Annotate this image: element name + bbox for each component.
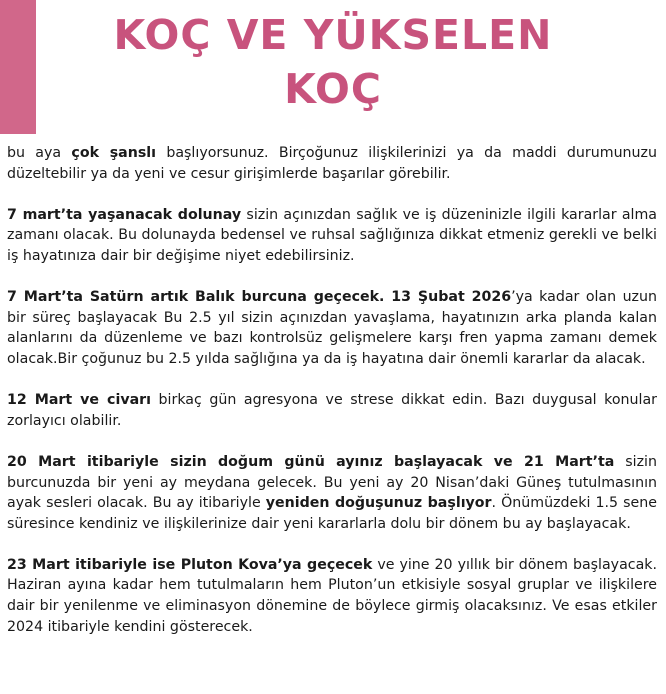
text-segment: sizin açınızdan sağlık ve iş düzeninizle ilgili kararlar alma zamanı olacak. Bu dolunayda bedensel ve ruhsal sağlığınıza dikkat etmeniz gerekli ve belki iş hayatınıza dair bir değişime niyet edebilirsiniz. [7,206,657,264]
text-segment-bold: 23 Mart itibariyle ise Pluton Kova’ya geçecek [7,556,373,573]
page-title-line-1: KOÇ VE YÜKSELEN [113,11,553,59]
paragraph-full-moon [7,205,657,267]
paragraph-march-12 [7,390,657,431]
page-title [0,8,666,116]
text-segment-bold: yeniden doğuşunuz başlıyor [265,495,492,512]
paragraph-birthday-month [7,452,657,534]
text-segment-bold: 7 Mart’ta Satürn artık Balık burcuna geçecek. 13 Şubat 2026 [7,289,512,306]
paragraph-saturn-pisces [7,287,657,369]
text-segment: başlıyorsunuz. Birçoğunuz ilişkilerinizi ya da maddi durumunuzu düzeltebilir ya da yeni ve cesur girişimlerde başarılar görebilir. [7,145,657,182]
text-segment: . Önümüzdeki 1.5 sene süresince kendiniz ve ilişkilerinize dair yeni kararlarla dolu bir dönem bu ay başlayacak. [7,495,657,532]
text-segment: ’ya kadar olan uzun bir süreç başlayacak Bu 2.5 yıl sizin açınızdan yavaşlama, hayatınızın arka planda kalan alanlarını da düzenleme ve bazı kontrolsüz gelişmelere karşı fren yapma zamanı demek olacak.Bir çoğunuz bu 2.5 yılda sağlığına ya da iş hayatına dair önemli kararlar da alacak. [7,289,657,367]
paragraph-pluto-aquarius [7,555,657,637]
text-segment-bold: 12 Mart ve civarı [7,392,151,409]
article-body [7,143,657,658]
paragraph-saturn-intro [7,143,657,184]
text-segment-bold: 20 Mart itibariyle sizin doğum günü ayınız başlayacak ve 21 Mart’ta [7,453,615,470]
text-segment: ve yine 20 yıllık bir dönem başlayacak. Haziran ayına kadar hem tutulmaların hem Pluton’un etkisiyle sosyal gruplar ve ilişkilere dair bir yenilenme ve eliminasyon dönemine de böylece girmiş olacaksınız. Ve esas etkiler 2024 itibariyle kendini gösterecek. [7,556,657,635]
text-segment: sizin burcunuzda bir yeni ay meydana gelecek. Bu yeni ay 20 Nisan’daki Güneş tutulmasının ayak sesleri olacak. Bu ay itibariyle [7,453,657,512]
text-segment: bu aya [7,145,72,161]
page-title-line-2: KOÇ [284,65,382,113]
text-segment-bold: 7 mart’ta yaşanacak dolunay [7,206,242,223]
text-segment-bold: çok şanslı [71,145,157,161]
text-segment: birkaç gün agresyona ve strese dikkat edin. Bazı duygusal konular zorlayıcı olabilir. [7,392,657,429]
